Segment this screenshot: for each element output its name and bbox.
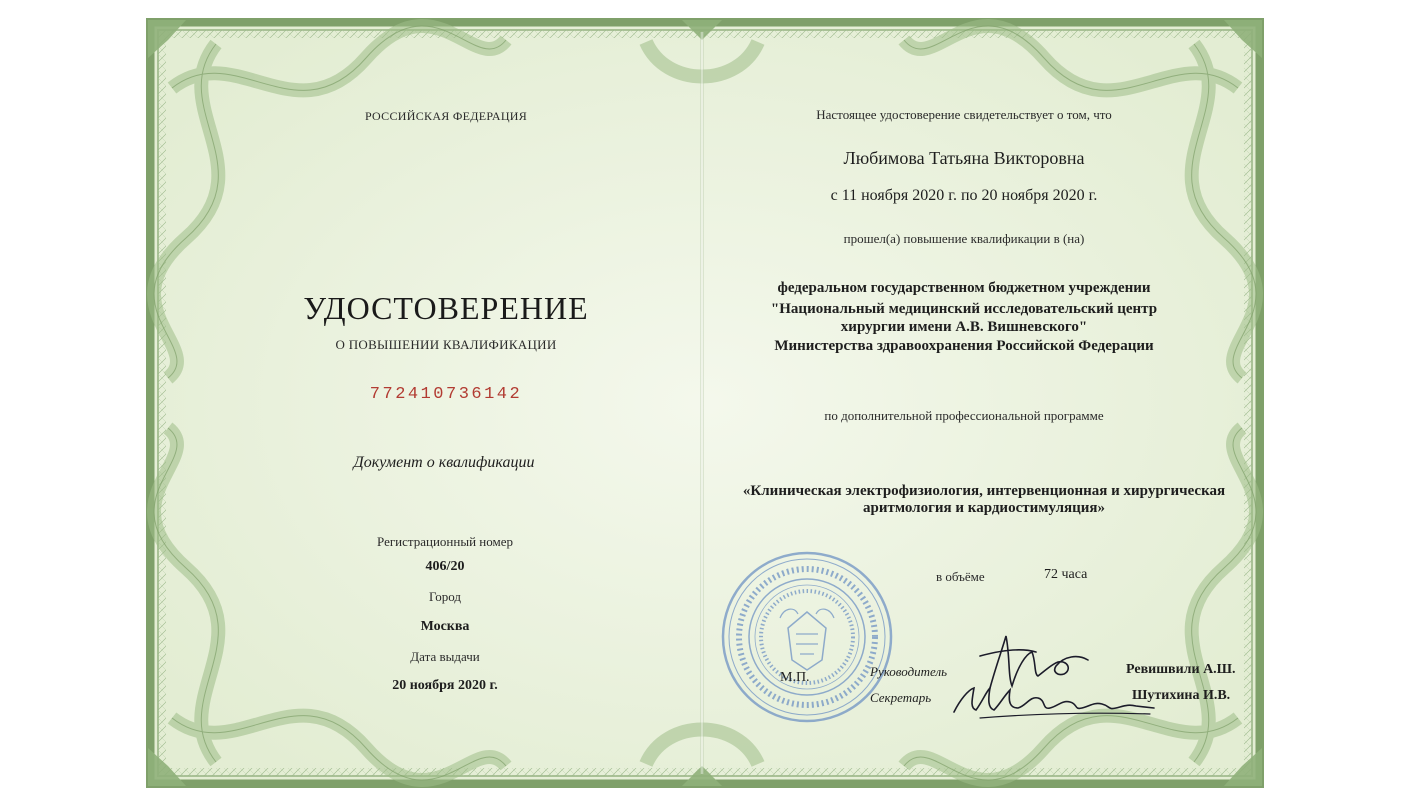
left-page — [146, 18, 702, 788]
institution-line-2: "Национальный медицинский исследовательский центр — [770, 301, 1158, 317]
city-label: Город — [428, 589, 462, 604]
program-name-line-2: аритмология и кардиостимуляция» — [862, 500, 1106, 516]
serial-number: 772410736142 — [369, 385, 523, 404]
holder-full-name: Любимова Татьяна Викторовна — [843, 148, 1085, 168]
volume-value: 72 часа — [1044, 567, 1088, 582]
registration-number: 406/20 — [425, 559, 465, 574]
document-subtitle: О ПОВЫШЕНИИ КВАЛИФИКАЦИИ — [335, 337, 557, 352]
document-type: Документ о квалификации — [353, 454, 535, 471]
intro-text: Настоящее удостоверение свидетельствует о том, что — [816, 107, 1112, 122]
institution-line-1: федеральном государственном бюджетном учреждении — [777, 280, 1151, 296]
issue-date-value: 20 ноября 2020 г. — [392, 678, 498, 693]
institution-line-4: Министерства здравоохранения Российской Федерации — [774, 338, 1154, 354]
training-period: с 11 ноября 2020 г. по 20 ноября 2020 г. — [830, 187, 1098, 204]
passed-text: прошел(а) повышение квалификации в (на) — [843, 231, 1085, 246]
program-label: по дополнительной профессиональной программе — [824, 408, 1104, 423]
program-name-line-1: «Клиническая электрофизиология, интервенционная и хирургическая — [742, 483, 1226, 499]
issue-date-label: Дата выдачи — [410, 649, 480, 664]
institution-line-3: хирургии имени А.В. Вишневского" — [840, 319, 1088, 335]
registration-label: Регистрационный номер — [377, 534, 513, 549]
city-value: Москва — [420, 619, 470, 634]
certificate-sheet — [146, 18, 1264, 788]
signature-icon — [950, 678, 1160, 722]
country-heading: РОССИЙСКАЯ ФЕДЕРАЦИЯ — [364, 109, 528, 123]
seal-place-label: М.П. — [780, 670, 810, 685]
secretary-name: Шутихина И.В. — [1132, 688, 1231, 703]
secretary-label: Секретарь — [870, 690, 932, 705]
volume-label: в объёме — [936, 569, 985, 584]
document-title: УДОСТОВЕРЕНИЕ — [303, 290, 589, 326]
right-page — [702, 18, 1264, 788]
head-name: Ревишвили А.Ш. — [1126, 662, 1236, 677]
head-label: Руководитель — [870, 664, 948, 679]
